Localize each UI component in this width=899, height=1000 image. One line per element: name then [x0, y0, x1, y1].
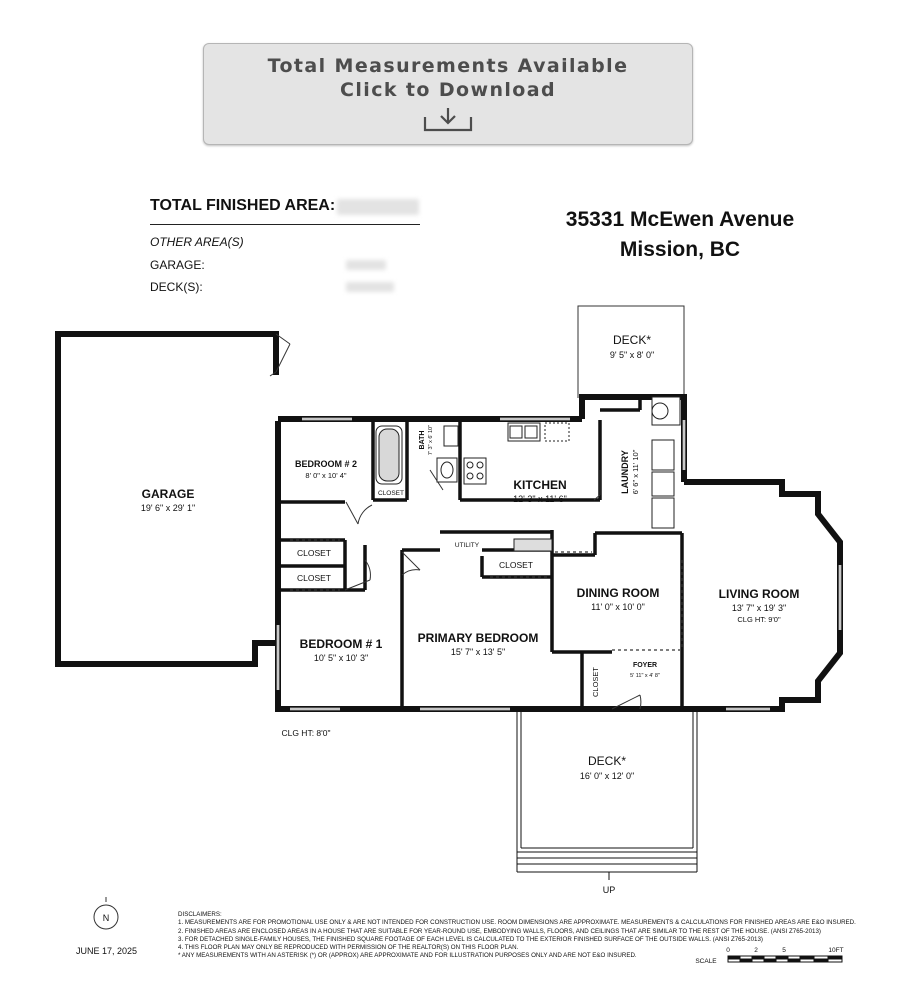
- banner-line-1: Total Measurements Available: [267, 55, 629, 77]
- disclaimers-title: DISCLAIMERS:: [178, 911, 222, 918]
- banner-line-2: Click to Download: [340, 79, 556, 101]
- deck-bottom-name: DECK*: [587, 754, 627, 768]
- disclaimer-line: 3. FOR DETACHED SINGLE-FAMILY HOUSES, THE FINISHED SQUARE FOOTAGE OF EACH LEVEL IS CALCULATED TO THE EXTERIOR FINISHED SURFACE OF THE OUTSIDE WALLS. (ANSI Z765-2013): [178, 935, 763, 943]
- deck-bottom: [517, 709, 697, 880]
- window-lines: [277, 418, 841, 710]
- living-clg: CLG HT: 9'0": [737, 615, 781, 624]
- foyer-name: FOYER: [632, 662, 658, 669]
- primary-bedroom-dims: 15' 7" x 13' 5": [450, 647, 506, 657]
- bedroom1-dims: 10' 5" x 10' 3": [313, 653, 369, 663]
- dining-dims: 11' 0" x 10' 0": [591, 602, 645, 612]
- scale-tick-10: 10FT: [828, 947, 844, 954]
- disclaimers: [178, 911, 868, 961]
- kitchen-dims: 12' 3" x 11' 6": [513, 494, 567, 504]
- kitchen-name: KITCHEN: [513, 478, 567, 492]
- deck-bottom-dims: 16' 0" x 12' 0": [579, 771, 635, 781]
- disclaimer-line: 1. MEASUREMENTS ARE FOR PROMOTIONAL USE ONLY & ARE NOT INTENDED FOR CONSTRUCTION USE. ROOM DIMENSIONS ARE APPROXIMATE. MEASUREMENTS & CALCULATIONS FOR FINISHED AREAS ARE E&O INSURED.: [178, 919, 856, 927]
- address-street: 35331 McEwen Avenue: [565, 208, 795, 231]
- primary-bedroom-name: PRIMARY BEDROOM: [417, 631, 539, 645]
- ceiling-height-label: CLG HT: 8'0": [281, 728, 331, 738]
- deck-top-name: DECK*: [612, 333, 652, 347]
- scale-tick-2: 2: [754, 947, 758, 954]
- closet-label-2: CLOSET: [296, 573, 332, 583]
- bath-closet-label: CLOSET: [377, 490, 405, 497]
- bath-name: BATH: [419, 430, 426, 450]
- north-label: N: [102, 913, 110, 923]
- dining-name: DINING ROOM: [576, 586, 660, 600]
- closet-label-primary: CLOSET: [498, 560, 534, 570]
- foyer-closet-label: CLOSET: [591, 666, 600, 698]
- closet-label-1: CLOSET: [296, 548, 332, 558]
- deck-top-dims: 9' 5" x 8' 0": [609, 350, 655, 360]
- disclaimer-line: * ANY MEASUREMENTS WITH AN ASTERISK (*) OR (APPROX) ARE APPROXIMATE AND FOR ILLUSTRATION PURPOSES ONLY AND ARE NOT E&O INSURED.: [178, 952, 637, 960]
- living-dims: 13' 7" x 19' 3": [731, 603, 787, 613]
- utility-label: UTILITY: [454, 542, 480, 549]
- bedroom2-dims: 8' 0" x 10' 4": [305, 471, 347, 480]
- bedroom1-name: BEDROOM # 1: [299, 637, 383, 651]
- garage-dims: 19' 6" x 29' 1": [140, 503, 196, 513]
- address-city: Mission, BC: [619, 238, 741, 261]
- living-name: LIVING ROOM: [718, 587, 800, 601]
- deck-area-label: DECK(S):: [150, 280, 203, 294]
- other-areas-label: OTHER AREA(S): [150, 235, 244, 249]
- total-finished-area-label: TOTAL FINISHED AREA:: [150, 197, 336, 214]
- scale-label: SCALE: [695, 958, 717, 965]
- plan-date: JUNE 17, 2025: [76, 946, 138, 956]
- disclaimer-line: 2. FINISHED AREAS ARE ENCLOSED AREAS IN A HOUSE THAT ARE SUITABLE FOR YEAR-ROUND USE, EMBODYING WALLS, FLOORS, AND CEILINGS THAT ARE SIMILAR TO THE REST OF THE HOUSE. (ANSI Z765-2013): [178, 927, 821, 935]
- garage-area-label: GARAGE:: [150, 258, 205, 272]
- foyer-dims: 5' 11" x 4' 8": [630, 673, 660, 679]
- disclaimer-line: 4. THIS FLOOR PLAN MAY ONLY BE REPRODUCED WITH PERMISSION OF THE REALTOR(S) ON THIS FLOOR PLAN.: [178, 944, 519, 952]
- laundry-dims: 6' 6" x 11' 10": [631, 449, 640, 495]
- stairs-up-label: UP: [602, 885, 616, 895]
- windows: [278, 419, 840, 709]
- bath-dims: 7' 3" x 6' 10": [428, 424, 434, 456]
- scale-tick-0: 0: [726, 947, 730, 954]
- garage-name: GARAGE: [141, 487, 195, 501]
- laundry-name: LAUNDRY: [620, 450, 630, 494]
- scale-tick-5: 5: [782, 947, 786, 954]
- bedroom2-name: BEDROOM # 2: [294, 459, 358, 469]
